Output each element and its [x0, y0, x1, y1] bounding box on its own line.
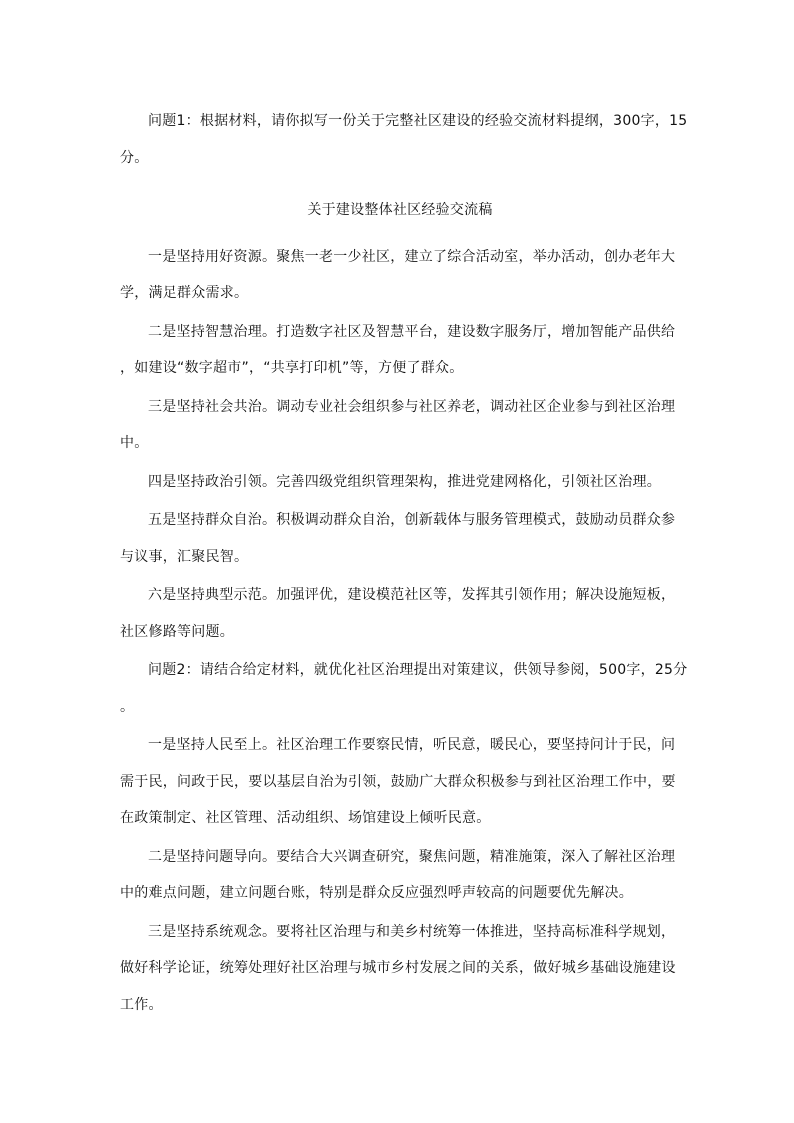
answer-1-point-1 — [120, 239, 680, 312]
answer-2-point-3 — [120, 914, 680, 1024]
document-title: 关于建设整体社区经验交流稿 — [307, 202, 493, 218]
paragraph-line: 社区修路等问题。 — [120, 623, 234, 640]
paragraph-line: 一是坚持用好资源。聚焦一老一少社区，建立了综合活动室，举办活动，创办老年大 — [148, 248, 676, 265]
paragraph-line: 二是坚持问题导向。要结合大兴调查研究，聚焦问题，精准施策，深入了解社区治理 — [148, 848, 676, 865]
question-1-line: 问题1：根据材料，请你拟写一份关于完整社区建设的经验交流材料提纲，300字，15 — [148, 113, 688, 129]
question-1 — [120, 103, 688, 176]
paragraph-line: 二是坚持智慧治理。打造数字社区及智慧平台，建设数字服务厅，增加智能产品供给 — [148, 323, 676, 340]
paragraph-line: 与议事，汇聚民智。 — [120, 548, 249, 565]
paragraph-line: 工作。 — [120, 996, 163, 1013]
paragraph-line: 在政策制定、社区管理、活动组织、场馆建设上倾听民意。 — [120, 810, 491, 826]
answer-1-point-6 — [120, 577, 680, 650]
answer-1-point-4 — [120, 464, 680, 501]
paragraph-line: ，如建设“数字超市”，“共享打印机”等，方便了群众。 — [120, 360, 464, 376]
paragraph-line: 学，满足群众需求。 — [120, 285, 249, 301]
paragraph-line: 一是坚持人民至上。社区治理工作要察民情，听民意，暖民心，要坚持问计于民，问 — [148, 737, 676, 753]
document-body — [120, 103, 688, 1023]
question-1-line: 分。 — [120, 149, 149, 166]
paragraph-line: 三是坚持系统观念。要将社区治理与和美乡村统筹一体推进，坚持高标准科学规划， — [148, 923, 676, 940]
paragraph-line: 中的难点问题，建立问题台账，特别是群众反应强烈呼声较高的问题要优先解决。 — [120, 885, 633, 901]
paragraph-line: 需于民，问政于民，要以基层自治为引领，鼓励广大群众积极参与到社区治理工作中，要 — [120, 773, 676, 790]
answer-1-point-5 — [120, 502, 680, 575]
answer-1-point-3 — [120, 389, 680, 462]
paragraph-line: 中。 — [120, 435, 149, 451]
answer-2-point-1 — [120, 727, 680, 837]
paragraph-line: 五是坚持群众自治。积极调动群众自治，创新载体与服务管理模式，鼓励动员群众参 — [148, 512, 676, 528]
paragraph-line: 做好科学论证，统筹处理好社区治理与城市乡村发展之间的关系，做好城乡基础设施建设 — [120, 960, 676, 976]
question-2-line: 。 — [120, 698, 135, 715]
question-2-line: 问题2：请结合给定材料，就优化社区治理提出对策建议，供领导参阅，500字，25分 — [148, 662, 688, 678]
paragraph-line: 三是坚持社会共治。调动专业社会组织参与社区养老，调动社区企业参与到社区治理 — [148, 398, 676, 415]
question-2 — [120, 652, 688, 725]
paragraph-line: 六是坚持典型示范。加强评优，建设模范社区等，发挥其引领作用；解决设施短板， — [148, 587, 676, 603]
answer-1-point-2 — [120, 314, 680, 387]
answer-2-point-2 — [120, 839, 680, 912]
paragraph-line: 四是坚持政治引领。完善四级党组织管理架构，推进党建网格化，引领社区治理。 — [148, 473, 661, 490]
